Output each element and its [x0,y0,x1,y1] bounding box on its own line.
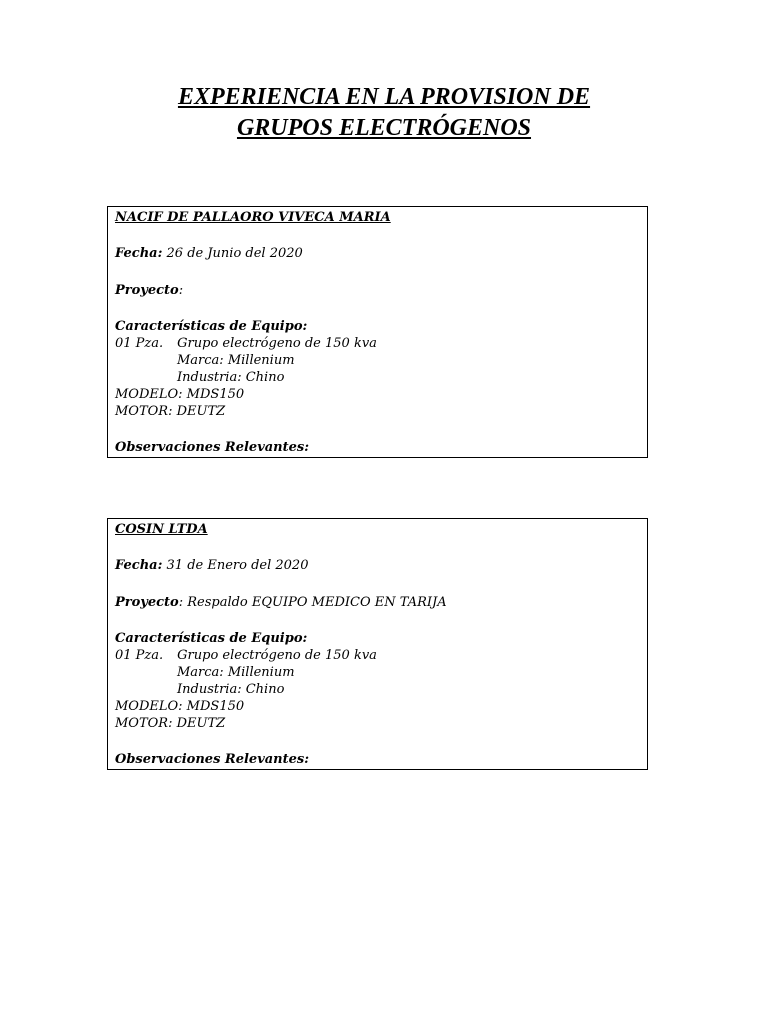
equipment-description: Grupo electrógeno de 150 kva [177,336,377,351]
relevant-observations-label: Observaciones Relevantes: [115,752,310,767]
project-row [115,282,183,299]
equipment-description: Grupo electrógeno de 150 kva [177,648,377,663]
equipment-model: MODELO: MDS150 [115,699,245,714]
company-name: NACIF DE PALLAORO VIVECA MARIA [115,210,391,225]
project-label: Proyecto [115,283,179,298]
equipment-industry: Industria: Chino [177,682,285,697]
equipment-brand: Marca: Millenium [177,665,295,680]
project-value: : [178,283,184,298]
equipment-motor: MOTOR: DEUTZ [115,716,226,731]
equipment-industry: Industria: Chino [177,370,285,385]
company-name: COSIN LTDA [115,522,208,537]
equipment-motor: MOTOR: DEUTZ [115,404,226,419]
equipment-quantity: 01 Pza. [115,648,164,663]
equipment-brand: Marca: Millenium [177,353,295,368]
date-label: Fecha: [115,246,163,261]
equipment-line [115,647,377,664]
equipment-model: MODELO: MDS150 [115,387,245,402]
document-title-line-1: EXPERIENCIA EN LA PROVISION DE [177,84,591,110]
experience-entry-2 [107,518,648,770]
project-label: Proyecto [115,595,179,610]
document-title-line-2: GRUPOS ELECTRÓGENOS [236,115,532,141]
equipment-line [115,335,377,352]
equipment-quantity: 01 Pza. [115,336,164,351]
project-row [115,594,447,611]
date-label: Fecha: [115,558,163,573]
project-value: : Respaldo EQUIPO MEDICO EN TARIJA [178,595,447,610]
relevant-observations-label: Observaciones Relevantes: [115,440,310,455]
date-row [115,245,303,262]
experience-entry-1 [107,206,648,458]
date-value: 26 de Junio del 2020 [162,246,303,261]
equipment-characteristics-label: Características de Equipo: [115,631,308,646]
date-value: 31 de Enero del 2020 [162,558,309,573]
equipment-characteristics-label: Características de Equipo: [115,319,308,334]
date-row [115,557,308,574]
